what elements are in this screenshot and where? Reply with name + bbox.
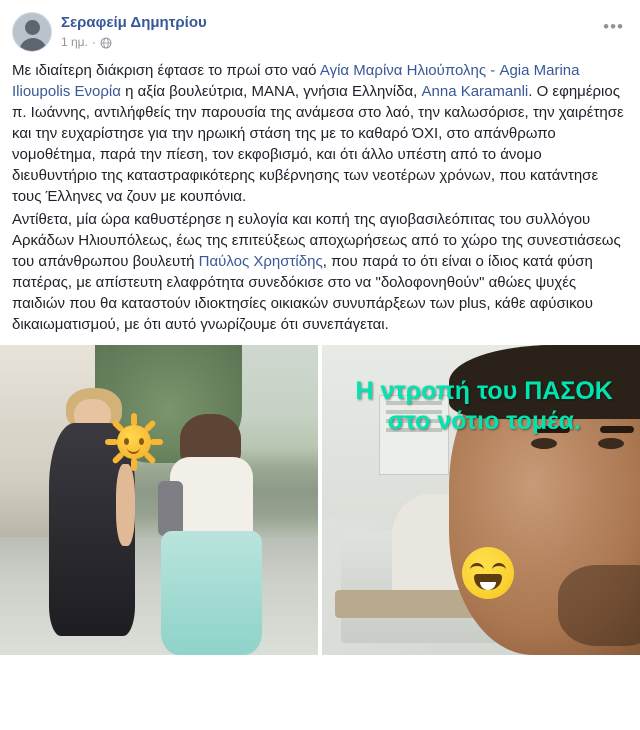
ellipsis-icon[interactable]: ••• [603, 17, 624, 36]
person-top [170, 457, 252, 541]
sun-ray [150, 439, 163, 445]
post-meta [61, 34, 207, 50]
street-photo-background [0, 345, 318, 655]
post-paragraph [12, 60, 628, 207]
post-media-grid [0, 345, 640, 655]
avatar[interactable] [12, 12, 52, 52]
person-skirt [161, 531, 262, 655]
post-author-name[interactable]: Σεραφείμ Δημητρίου [61, 14, 207, 31]
sun-emoji [105, 413, 163, 471]
man-beard [558, 565, 640, 646]
sun-eye [124, 438, 129, 445]
post-text-segment: η αξία βουλεύτρια, ΜΑΝΑ, γνήσια Ελληνίδα, [120, 83, 422, 100]
hospital-photo-background [322, 345, 640, 655]
post-text-segment: , που παρά το ότι είναι ο ίδιος κατά φύση πατέρας, με απίστευτη ελαφρότητα συνεδόκισε στο να "δολοφονηθούν" αθώες ψυχές παιδιών που θα καταστούν ιδιοκτησίες οικιακών συνυπάρξεων των plus, κάθε αφύσικου δικαιωματισμού, με ότι αυτό γνωρίζουμε ότι συνεπάγεται. [12, 253, 593, 333]
laughing-emoji [462, 547, 514, 599]
profile-link-anna-karamanli[interactable]: Anna Karamanli [421, 83, 529, 100]
avatar-head [25, 20, 40, 35]
person-bag [158, 481, 182, 536]
post-timestamp[interactable]: 1 ημ. [61, 35, 88, 49]
page-link-agia-marina[interactable]: Αγία Μαρίνα Ηλιούπολης - Agia Marina Ilioupolis Ενορία [12, 62, 580, 100]
post-paragraph [12, 209, 628, 335]
post-text-segment: . Ο εφημέριος π. Ιωάννης, αντιλήφθείς την παρουσία της ανάμεσα στο λαό, την καλωσόρισε, την χαιρέτησε και την ευχαρίστησε για την ηρωική στάση της με το καθαρό ΌΧΙ, στο απάνθρωπο νομοθέτημα, παρά την πίεση, τον εκφοβισμό, και ότι άλλο υπέστη από το άνομο διευθυντήριο της καταστραφικότερης κυβέρνησης των νεοτέρων χρόνων, που κατάντησε τους Έλληνες να ζουν με κουπόνια. [12, 83, 624, 205]
post-text-segment: Με ιδιαίτερη διάκριση έφτασε το πρωί στο ναό [12, 62, 320, 79]
meta-separator: · [91, 35, 96, 49]
photo-overlay-caption: Η ντροπή του ΠΑΣΟΚ στο νότιο τομέα. [355, 377, 613, 435]
emoji-eye [492, 563, 506, 571]
post-photo-hospital[interactable] [322, 345, 640, 655]
sun-eye [139, 438, 144, 445]
globe-icon [100, 37, 112, 49]
post-photo-street[interactable] [0, 345, 318, 655]
man-eye [598, 438, 624, 449]
avatar-body [19, 38, 47, 52]
profile-link-pavlos-christidis[interactable]: Παύλος Χρηστίδης [198, 253, 323, 270]
emoji-eye [470, 563, 484, 571]
sun-ray [131, 458, 137, 471]
post-header-text [61, 12, 207, 50]
person-in-light-outfit [140, 407, 293, 655]
post-header [0, 0, 640, 58]
person-arm [116, 464, 135, 546]
post-text-segment: Αντίθετα, μία ώρα καθυστέρησε η ευλογία και κοπή της αγιοβασιλεόπιτας του συλλόγου Αρκάδων Ηλιουπόλεως, έως της επιτεύξεως αποχωρήσεως από το χώρο της συνεστιάσεως του απάνθρωπου βουλευτή [12, 211, 621, 270]
post-text [0, 58, 640, 345]
